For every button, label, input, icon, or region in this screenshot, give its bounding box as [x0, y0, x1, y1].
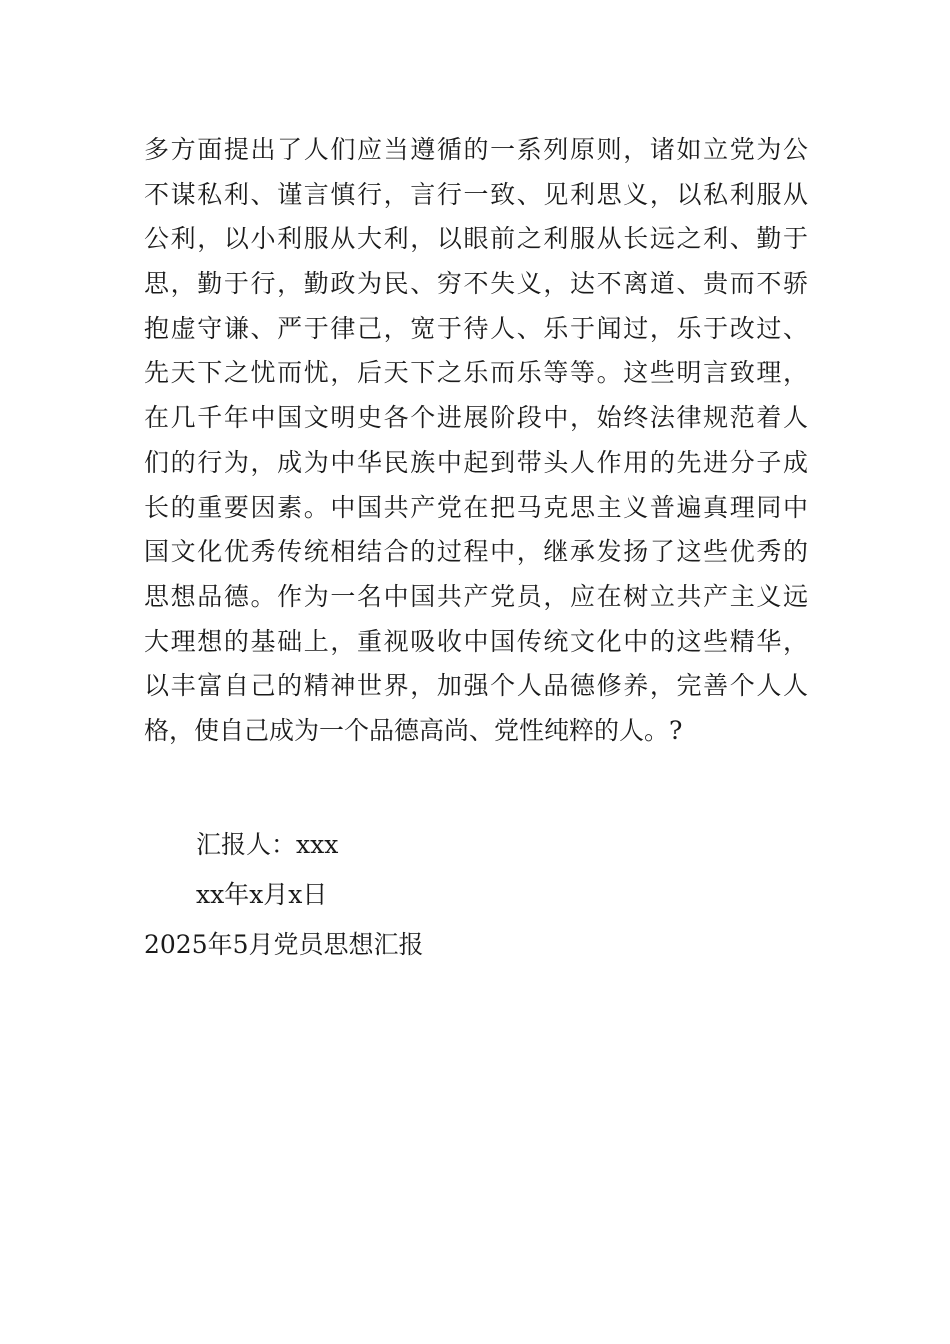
- reporter-signature: 汇报人：xxx: [196, 830, 339, 859]
- paragraph-line: 大理想的基础上，重视吸收中国传统文化中的这些精华，: [144, 626, 808, 656]
- report-paragraph: [144, 128, 808, 754]
- paragraph-line: 多方面提出了人们应当遵循的一系列原则，诸如立党为公: [144, 135, 808, 164]
- paragraph-line: 公利，以小利服从大利，以眼前之利服从长远之利、勤于: [144, 224, 808, 254]
- document-title: 2025年5月党员思想汇报: [144, 930, 424, 959]
- paragraph-line: 长的重要因素。中国共产党在把马克思主义普遍真理同中: [144, 492, 808, 522]
- paragraph-line: 在几千年中国文明史各个进展阶段中，始终法律规范着人: [144, 403, 808, 433]
- paragraph-line: 以丰富自己的精神世界，加强个人品德修养，完善个人人: [144, 671, 808, 701]
- paragraph-line: 思想品德。作为一名中国共产党员，应在树立共产主义远: [144, 581, 808, 611]
- paragraph-line: 思，勤于行，勤政为民、穷不失义，达不离道、贵而不骄: [144, 269, 808, 299]
- paragraph-line: 们的行为，成为中华民族中起到带头人作用的先进分子成: [144, 447, 808, 477]
- paragraph-line: 抱虚守谦、严于律己，宽于待人、乐于闻过，乐于改过、: [144, 313, 808, 343]
- report-date: xx年x月x日: [196, 880, 328, 909]
- paragraph-line: 不谋私利、谨言慎行，言行一致、见利思义，以私利服从: [144, 179, 808, 209]
- paragraph-line: 先天下之忧而忧，后天下之乐而乐等等。这些明言致理，: [144, 358, 808, 388]
- paragraph-line: 国文化优秀传统相结合的过程中，继承发扬了这些优秀的: [144, 537, 808, 567]
- paragraph-line: 格，使自己成为一个品德高尚、党性纯粹的人。?: [144, 715, 683, 745]
